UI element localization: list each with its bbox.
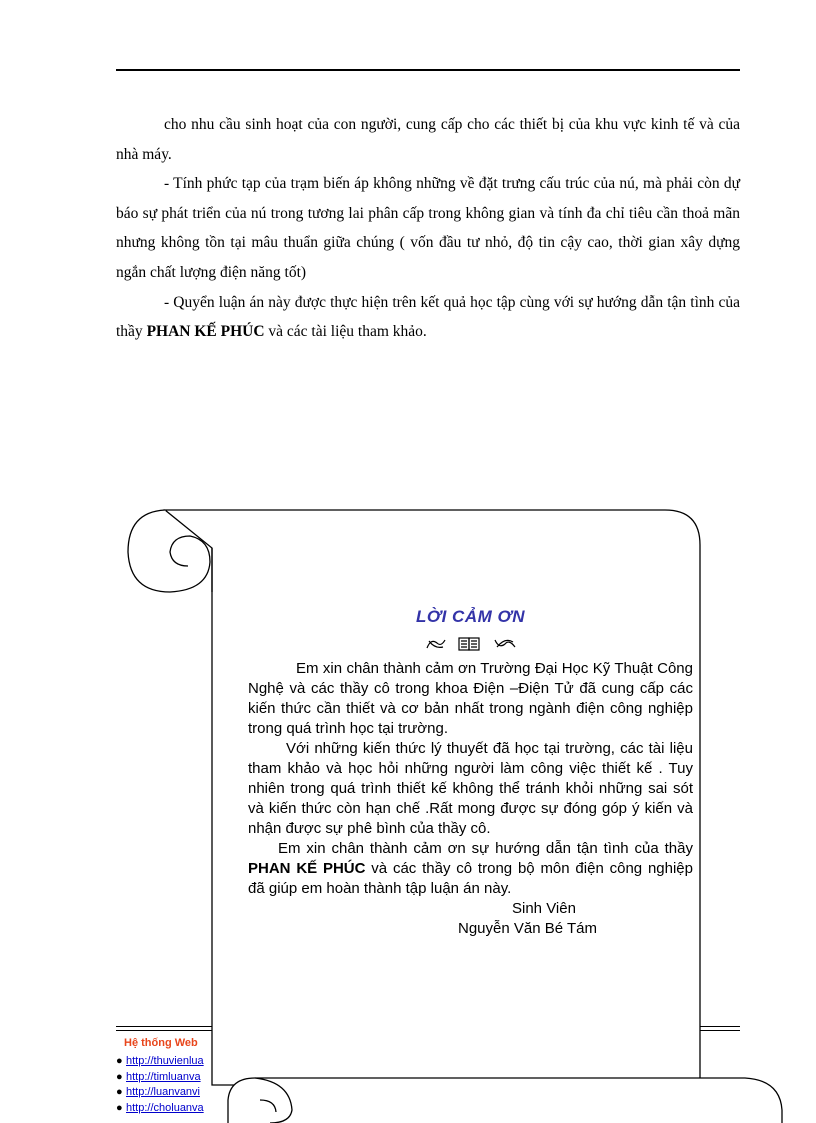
acknowledgement-paragraph-1: Em xin chân thành cảm ơn Trường Đại Học Kỹ Thuật Công Nghệ và các thầy cô trong khoa Điện –Điện Tử đã cung cấp các kiến thức cần thiết và cơ bản nhất trong ngành điện công nghiệp trong quá trình học tại trường. [248,660,693,737]
body-paragraph-1: cho nhu cầu sinh hoạt của con người, cung cấp cho các thiết bị của khu vực kinh tế và của nhà máy. [116,116,740,163]
body-paragraph-2: - Tính phức tạp của trạm biến áp không những về đặt trưng cấu trúc của nú, mà phải còn dự báo sự phát triển của nú trong tương lai phân cấp trong không gian và tính đa chỉ tiêu cần thoả mãn nhưng không tồn tại mâu thuẩn giữa chúng ( vốn đầu tư nhỏ, độ tin cậy cao, thời gian xây dựng ngắn chất lượng điện năng tốt) [116,175,740,281]
footer-link-item[interactable]: ● http://thuvienlua [116,1055,204,1067]
footer-link-item[interactable]: ● http://luanvanvi [116,1086,200,1098]
book-ornament-icon [248,635,693,657]
signature-role: Sinh Viên [512,900,576,917]
footer-link-item[interactable]: ● http://choluanva [116,1101,204,1114]
ornament-icon [425,635,517,653]
signature-name: Nguyễn Văn Bé Tám [458,920,597,937]
scroll-bottom-curl [228,1078,782,1123]
acknowledgement-body [248,659,693,899]
acknowledgement-paragraph-3: Em xin chân thành cảm ơn sự hướng dẫn tận tình của thầy PHAN KẾ PHÚC và các thầy cô trong bộ môn điện công nghiệp đã giúp em hoàn thành tập luận án này. [248,840,693,897]
body-paragraph-3: - Quyển luận án này được thực hiện trên kết quả học tập cùng với sự hướng dẫn tận tình của thầy PHAN KẾ PHÚC và các tài liệu tham khảo. [116,293,740,341]
scroll-content [248,607,693,939]
signature-block [248,899,693,939]
advisor-name: PHAN KẾ PHÚC [146,323,265,341]
acknowledgement-paragraph-2: Với những kiến thức lý thuyết đã học tại trường, các tài liệu tham khảo và học hỏi những người làm công việc thiết kế . Tuy nhiên trong quá trình thiết kế không thể tránh khỏi những sai sót và kiến thức còn hạn chế .Rất mong được sự đóng góp ý kiến và nhận được sự phê bình của thầy cô. [248,740,693,837]
footer-link-item[interactable]: ● http://timluanva [116,1070,201,1083]
acknowledgement-title: LỜI CẢM ƠN [415,607,526,626]
footer-title: Hệ thống Web [124,1037,198,1049]
advisor-name: PHAN KẾ PHÚC [248,860,366,877]
